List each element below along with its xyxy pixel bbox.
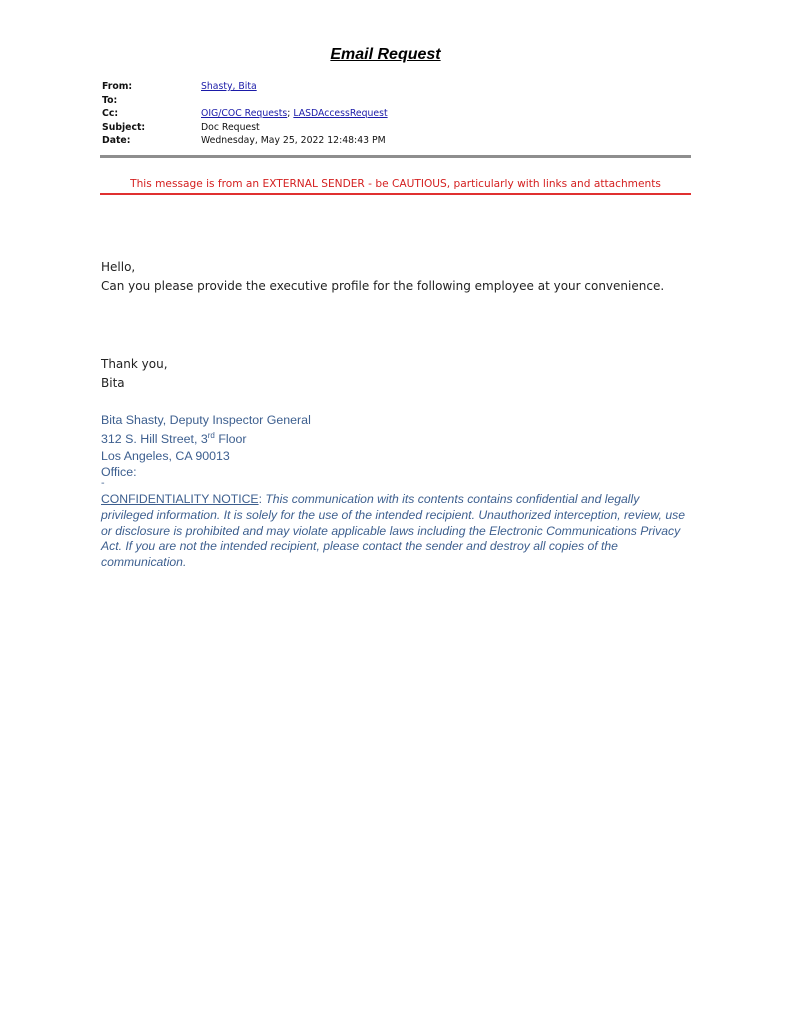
- external-sender-warning: This message is from an EXTERNAL SENDER - be CAUTIOUS, particularly with links and attachments: [130, 178, 661, 190]
- header-divider: [100, 155, 691, 158]
- subject-value: Doc Request: [201, 121, 260, 133]
- signature-office: Office:: [101, 465, 137, 480]
- signature-block: [101, 412, 311, 480]
- signature-address: [101, 428, 311, 447]
- notice-colon: :: [258, 492, 266, 506]
- greeting: Hello,: [101, 260, 136, 274]
- date-row: [102, 134, 388, 148]
- closing: Thank you,: [101, 357, 168, 371]
- subject-label: Subject:: [102, 121, 146, 133]
- signature-name-title: Bita Shasty, Deputy Inspector General: [101, 413, 311, 427]
- address-sup: rd: [207, 431, 215, 441]
- email-header: [102, 80, 388, 148]
- cc-separator: ;: [287, 108, 294, 120]
- sender-first-name: Bita: [101, 376, 125, 390]
- address-suffix: Floor: [214, 432, 247, 447]
- date-value: Wednesday, May 25, 2022 12:48:43 PM: [201, 135, 386, 147]
- notice-dash: -: [101, 478, 105, 489]
- body-line: Can you please provide the executive profile for the following employee at your convenience.: [101, 279, 665, 293]
- warning-underline: [100, 193, 691, 195]
- from-row: [102, 80, 388, 94]
- cc-link-oig-coc[interactable]: OIG/COC Requests: [201, 108, 288, 120]
- from-link[interactable]: Shasty, Bita: [201, 81, 257, 92]
- to-label: To:: [102, 94, 118, 106]
- cc-link-lasd[interactable]: LASDAccessRequest: [293, 108, 388, 120]
- cc-label: Cc:: [102, 108, 119, 120]
- from-label: From:: [102, 81, 133, 92]
- confidentiality-notice: [101, 492, 691, 571]
- signature-city: Los Angeles, CA 90013: [101, 448, 230, 463]
- date-label: Date:: [102, 135, 131, 147]
- cc-row: [102, 107, 388, 121]
- page-title: Email Request: [330, 46, 441, 63]
- notice-text: This communication with its contents contains confidential and legally privileged information. It is solely for the use of the intended recipient. Unauthorized interception, review, use or disclosure is prohibited and may violate applicable laws including the Electronic Communications Privacy Act. If you are not the intended recipient, please contact the sender and destroy all copies of the communication.: [101, 492, 685, 570]
- address-prefix: 312 S. Hill Street, 3: [101, 432, 208, 447]
- to-row: [102, 94, 388, 108]
- notice-label: CONFIDENTIALITY NOTICE: [101, 492, 259, 506]
- subject-row: [102, 121, 388, 135]
